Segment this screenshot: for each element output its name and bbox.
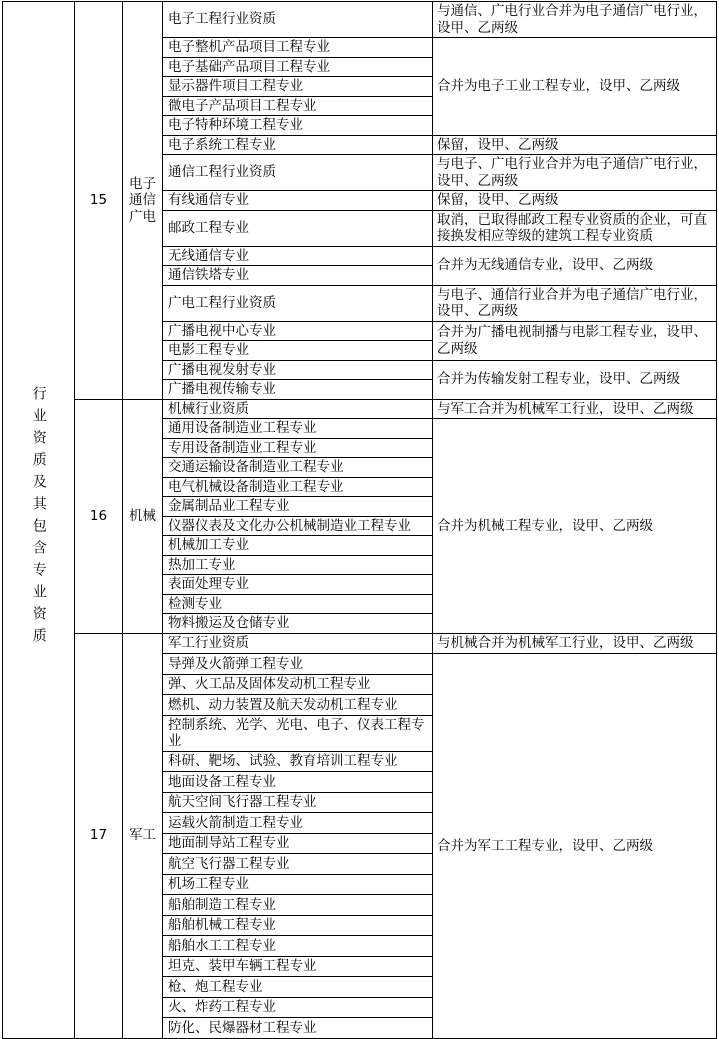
specialty-cell: 枪、炮工程专业 <box>163 977 433 998</box>
specialty-cell: 检测专业 <box>163 594 433 614</box>
specialty-cell: 航空飞行器工程专业 <box>163 854 433 875</box>
row-header-cell <box>3 2 75 1039</box>
remark-cell: 合并为机械工程专业，设甲、乙两级 <box>433 419 717 634</box>
specialty-cell: 坦克、装甲车辆工程专业 <box>163 956 433 977</box>
specialty-cell: 电子整机产品项目工程专业 <box>163 38 433 58</box>
specialty-cell: 地面制导站工程专业 <box>163 833 433 854</box>
section-category: 军工 <box>123 633 163 1038</box>
specialty-cell: 电子工程行业资质 <box>163 2 433 38</box>
remark-cell: 合并为广播电视制播与电影工程专业，设甲、乙两级 <box>433 321 717 360</box>
remark-cell: 与机械合并为机械军工行业，设甲、乙两级 <box>433 633 717 654</box>
specialty-cell: 机械行业资质 <box>163 399 433 419</box>
specialty-cell: 运载火箭制造工程专业 <box>163 813 433 834</box>
table-row <box>3 399 717 419</box>
specialty-cell: 防化、民爆器材工程专业 <box>163 1018 433 1039</box>
specialty-cell: 航天空间飞行器工程专业 <box>163 792 433 813</box>
remark-cell: 与军工合并为机械军工行业，设甲、乙两级 <box>433 399 717 419</box>
specialty-cell: 微电子产品项目工程专业 <box>163 96 433 116</box>
section-number: 17 <box>75 633 123 1038</box>
remark-cell: 合并为电子工业工程专业，设甲、乙两级 <box>433 38 717 136</box>
specialty-cell: 仪器仪表及文化办公机械制造业工程专业 <box>163 516 433 536</box>
specialty-cell: 有线通信专业 <box>163 191 433 211</box>
specialty-cell: 物料搬运及仓储专业 <box>163 614 433 634</box>
specialty-cell: 通信工程行业资质 <box>163 155 433 191</box>
specialty-cell: 地面设备工程专业 <box>163 772 433 793</box>
remark-cell: 与电子、通信行业合并为电子通信广电行业，设甲、乙两级 <box>433 285 717 321</box>
specialty-cell: 无线通信专业 <box>163 246 433 266</box>
specialty-cell: 广播电视传输专业 <box>163 380 433 400</box>
specialty-cell: 燃机、动力装置及航天发动机工程专业 <box>163 695 433 716</box>
remark-cell: 合并为传输发射工程专业，设甲、乙两级 <box>433 360 717 399</box>
remark-cell: 合并为军工工程专业，设甲、乙两级 <box>433 654 717 1039</box>
table-row <box>3 2 717 38</box>
specialty-cell: 控制系统、光学、光电、电子、仪表工程专业 <box>163 715 433 751</box>
specialty-cell: 广电工程行业资质 <box>163 285 433 321</box>
specialty-cell: 广播电视中心专业 <box>163 321 433 341</box>
section-number: 16 <box>75 399 123 633</box>
remark-cell: 合并为无线通信专业，设甲、乙两级 <box>433 246 717 285</box>
specialty-cell: 火、炸药工程专业 <box>163 997 433 1018</box>
specialty-cell: 机场工程专业 <box>163 874 433 895</box>
specialty-cell: 电影工程专业 <box>163 341 433 361</box>
specialty-cell: 电子基础产品项目工程专业 <box>163 57 433 77</box>
specialty-cell: 金属制品业工程专业 <box>163 497 433 517</box>
specialty-cell: 机械加工专业 <box>163 536 433 556</box>
specialty-cell: 船舶水工工程专业 <box>163 936 433 957</box>
remark-cell: 取消，已取得邮政工程专业资质的企业，可直接换发相应等级的建筑工程专业资质 <box>433 210 717 246</box>
specialty-cell: 表面处理专业 <box>163 575 433 595</box>
specialty-cell: 弹、火工品及固体发动机工程专业 <box>163 674 433 695</box>
industry-qualification-table <box>2 1 717 1039</box>
specialty-cell: 通信铁塔专业 <box>163 266 433 286</box>
table-body <box>3 2 717 1039</box>
remark-cell: 与通信、广电行业合并为电子通信广电行业，设甲、乙两级 <box>433 2 717 38</box>
row-header-text: 行业资质及其包含专业资质 <box>30 385 47 650</box>
specialty-cell: 军工行业资质 <box>163 633 433 654</box>
table-row <box>3 633 717 654</box>
remark-cell: 保留，设甲、乙两级 <box>433 135 717 155</box>
remark-cell: 与电子、广电行业合并为电子通信广电行业，设甲、乙两级 <box>433 155 717 191</box>
specialty-cell: 热加工专业 <box>163 555 433 575</box>
specialty-cell: 专用设备制造业工程专业 <box>163 438 433 458</box>
specialty-cell: 显示器件项目工程专业 <box>163 77 433 97</box>
section-category: 电子通信广电 <box>123 2 163 400</box>
specialty-cell: 通用设备制造业工程专业 <box>163 419 433 439</box>
remark-cell: 保留，设甲、乙两级 <box>433 191 717 211</box>
specialty-cell: 电气机械设备制造业工程专业 <box>163 477 433 497</box>
section-number: 15 <box>75 2 123 400</box>
specialty-cell: 电子特种环境工程专业 <box>163 116 433 136</box>
specialty-cell: 广播电视发射专业 <box>163 360 433 380</box>
specialty-cell: 邮政工程专业 <box>163 210 433 246</box>
specialty-cell: 船舶制造工程专业 <box>163 895 433 916</box>
specialty-cell: 船舶机械工程专业 <box>163 915 433 936</box>
section-category: 机械 <box>123 399 163 633</box>
specialty-cell: 科研、靶场、试验、教育培训工程专业 <box>163 751 433 772</box>
specialty-cell: 导弹及火箭弹工程专业 <box>163 654 433 675</box>
specialty-cell: 交通运输设备制造业工程专业 <box>163 458 433 478</box>
specialty-cell: 电子系统工程专业 <box>163 135 433 155</box>
